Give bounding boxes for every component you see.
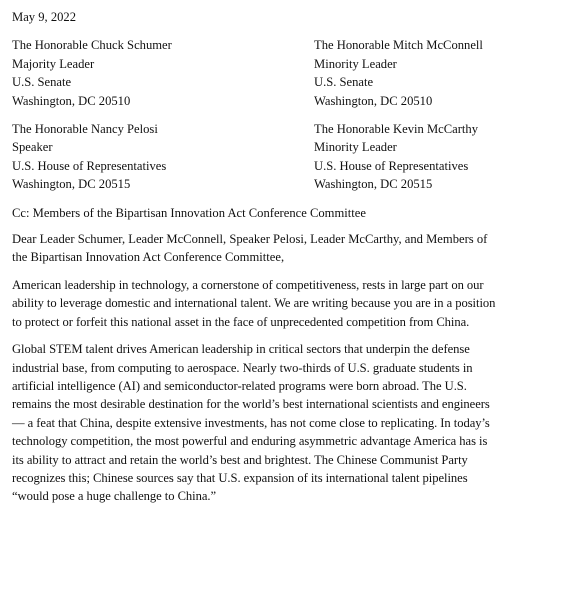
cc-line: Cc: Members of the Bipartisan Innovation Act Conference Committee	[12, 205, 366, 220]
addressee-city: Washington, DC 20510	[12, 93, 131, 108]
addressee-title: Minority Leader	[314, 56, 397, 71]
paragraph-line: to protect or forfeit this national asset in the face of unprecedented competition from China.	[12, 314, 470, 329]
paragraph-stem	[12, 340, 564, 506]
addressee-mcconnell	[314, 36, 564, 110]
addressee-pelosi	[12, 120, 314, 194]
addressee-body: U.S. Senate	[314, 75, 374, 90]
salutation-line: the Bipartisan Innovation Act Conference Committee,	[12, 250, 285, 265]
paragraph-talent	[12, 276, 564, 331]
addressee-city: Washington, DC 20510	[314, 93, 433, 108]
salutation	[12, 230, 564, 267]
paragraph-line: — a feat that China, despite extensive investments, has not come close to replicating. In today’s	[12, 415, 490, 430]
letter-page	[12, 8, 564, 506]
addressee-title: Majority Leader	[12, 56, 95, 71]
addressee-body: U.S. Senate	[12, 75, 72, 90]
paragraph-line: remains the most desirable destination for the world’s best international scientists and engineers	[12, 397, 490, 412]
addressee-mccarthy	[314, 120, 564, 194]
addressee-city: Washington, DC 20515	[314, 177, 433, 192]
paragraph-line: Global STEM talent drives American leadership in critical sectors that underpin the defense	[12, 342, 470, 357]
paragraph-line: recognizes this; Chinese sources say that U.S. expansion of its international talent pipelines	[12, 470, 468, 485]
addressee-city: Washington, DC 20515	[12, 177, 131, 192]
salutation-line: Dear Leader Schumer, Leader McConnell, Speaker Pelosi, Leader McCarthy, and Members of	[12, 232, 488, 247]
addressee-title: Speaker	[12, 140, 53, 155]
addressee-name: The Honorable Kevin McCarthy	[314, 122, 479, 137]
paragraph-line: technology competition, the most powerful and enduring asymmetric advantage America has is	[12, 434, 488, 449]
paragraph-line: “would pose a huge challenge to China.”	[12, 489, 217, 504]
addressee-name: The Honorable Mitch McConnell	[314, 38, 483, 53]
paragraph-line: its ability to attract and retain the world’s best and brightest. The Chinese Communist Party	[12, 452, 468, 467]
addressee-schumer	[12, 36, 314, 110]
addressee-grid	[12, 36, 564, 193]
letter-date: May 9, 2022	[12, 10, 77, 24]
addressee-name: The Honorable Chuck Schumer	[12, 38, 172, 53]
addressee-title: Minority Leader	[314, 140, 397, 155]
addressee-body: U.S. House of Representatives	[12, 158, 167, 173]
paragraph-line: American leadership in technology, a cornerstone of competitiveness, rests in large part on our	[12, 277, 484, 292]
paragraph-line: industrial base, from computing to aerospace. Nearly two-thirds of U.S. graduate students in	[12, 360, 473, 375]
paragraph-line: ability to leverage domestic and international talent. We are writing because you are in a position	[12, 296, 496, 311]
addressee-name: The Honorable Nancy Pelosi	[12, 122, 158, 137]
paragraph-line: artificial intelligence (AI) and semiconductor-related programs were born abroad. The U.S.	[12, 378, 467, 393]
addressee-body: U.S. House of Representatives	[314, 158, 469, 173]
